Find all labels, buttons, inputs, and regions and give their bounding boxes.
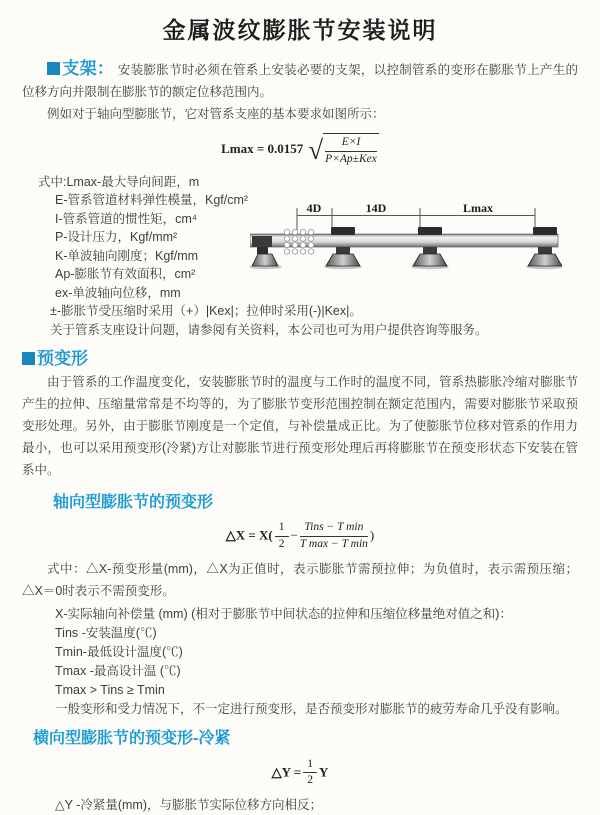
- axial-subheading: 轴向型膨胀节的预变形: [53, 494, 214, 512]
- definition-line: X-实际轴向补偿量 (mm) (相对于膨胀节中间状态的拉伸和压缩位移量绝对值之和)：: [55, 606, 512, 621]
- radical-sign: √: [308, 134, 324, 165]
- lateral-subheading: 横向型膨胀节的预变形-冷紧: [33, 729, 231, 747]
- half-denominator: 2: [307, 774, 313, 787]
- radicand: [323, 133, 379, 167]
- lateral-formula-lhs: △Y =: [271, 763, 302, 779]
- support-heading-label: 支架：: [62, 59, 115, 78]
- variable-definition: 式中:Lmax-最大导向间距，m: [38, 174, 200, 189]
- preform-heading-label: 预变形: [37, 349, 88, 369]
- preform-section-heading: [22, 344, 578, 369]
- variable-definition: K-单波轴向刚度；Kgf/mm: [55, 248, 199, 263]
- variable-definition: E-管系管道材料弹性模量，Kgf/cm²: [55, 193, 249, 208]
- axial-fraction-half: [275, 521, 289, 552]
- definition-line: Tmin-最低设计温度(℃): [55, 644, 183, 659]
- variable-definition: ±-膨胀节受压缩时采用（+）|Kex|；拉伸时采用(-)|Kex|。: [50, 304, 362, 319]
- support-section-heading: [47, 59, 114, 78]
- variable-definition: I-管系管道的惯性矩，cm⁴: [55, 211, 198, 226]
- dimension-label-lmax: Lmax: [463, 200, 493, 215]
- dimension-label-4d: 4D: [306, 200, 322, 215]
- section-marker-square: [22, 352, 35, 365]
- pipe-support: [526, 227, 562, 269]
- temp-denominator: T max − T min: [299, 537, 368, 550]
- support-intro-paragraph: [22, 58, 578, 103]
- variable-definition: Ap-膨胀节有效面积，cm²: [55, 267, 196, 282]
- lmax-formula: [22, 133, 578, 167]
- lateral-note-line: △Y -冷紧量(mm)，与膨胀节实际位移方向相反；: [55, 798, 323, 813]
- support-consulting-note: 关于管系支座设计问题，请参阅有关资料，本公司也可为用户提供咨询等服务。: [50, 322, 488, 337]
- half-denominator: 2: [278, 537, 285, 550]
- lmax-formula-lhs: Lmax = 0.0157: [221, 140, 304, 156]
- lateral-fraction-half: [303, 758, 317, 789]
- dimension-label-14d: 14D: [365, 200, 387, 215]
- temp-numerator: Tins − T min: [300, 521, 368, 537]
- close-paren: ): [369, 527, 375, 543]
- lateral-formula-rhs: Y: [318, 763, 329, 779]
- axial-formula: [22, 521, 578, 552]
- definition-line: Tins -安装温度(℃): [55, 625, 157, 640]
- minus-sign: −: [290, 527, 298, 543]
- half-numerator: 1: [275, 521, 289, 537]
- axial-fraction-temperature: [300, 521, 368, 552]
- preform-body-paragraph: 由于管系的工作温度变化，安装膨胀节时的温度与工作时的温度不同，管系热膨胀冷缩对膨胀节产生的拉伸、压缩量常常是不均等的，为了膨胀节变形范围控制在额定范围内，需要对膨胀节采取预变形处理。另外，由于膨胀节刚度是一个定值，与补偿量成正比。为了使膨胀节位移对管系的作用力最小，也可以采用预变形(冷紧)方让对膨胀节进行预变形处理后再将膨胀节在预变形状态下安装在管系中。: [22, 375, 578, 478]
- variable-definition: ex-单波轴向位移，mm: [55, 285, 181, 300]
- axial-explain-paragraph: 式中：△X-预变形量(mm)，△X为正值时，表示膨胀节需预拉伸；为负值时，表示需预压缩；△X＝0时表示不需预变形。: [22, 561, 578, 598]
- definition-line: Tmax > Tins ≥ Tmin: [55, 682, 165, 697]
- section-marker-square: [47, 62, 60, 75]
- lmax-fraction-denominator: P×Ap±Kex: [325, 152, 377, 165]
- pipe-support: [324, 227, 362, 269]
- page-title: 金属波纹膨胀节安装说明: [162, 17, 438, 43]
- pipe-support: [411, 227, 449, 269]
- half-numerator: 1: [303, 758, 317, 774]
- support-intro-text: 安装膨胀节时必须在管系上安装必要的支架，以控制管系的变形在膨胀节上产生的位移方向并限制在膨胀节的额定位移范围内。: [22, 63, 578, 99]
- lmax-fraction-numerator: E×I: [325, 136, 377, 152]
- variable-definition: P-设计压力，Kgf/mm²: [55, 230, 178, 245]
- lateral-formula: [22, 758, 578, 789]
- support-diagram: [250, 201, 562, 293]
- axial-formula-lhs: △X = X(: [225, 527, 273, 543]
- variables-and-diagram: [22, 173, 578, 340]
- lmax-fraction: [325, 136, 377, 167]
- definition-line: Tmax -最高设计温 (℃): [55, 663, 181, 678]
- support-example-line: 例如对于轴向型膨胀节，它对管系支座的基本要求如图所示：: [47, 107, 385, 121]
- axial-note-line: 一般变形和受力情况下，不一定进行预变形，是否预变形对膨胀节的疲劳寿命几乎没有影响。: [55, 701, 568, 716]
